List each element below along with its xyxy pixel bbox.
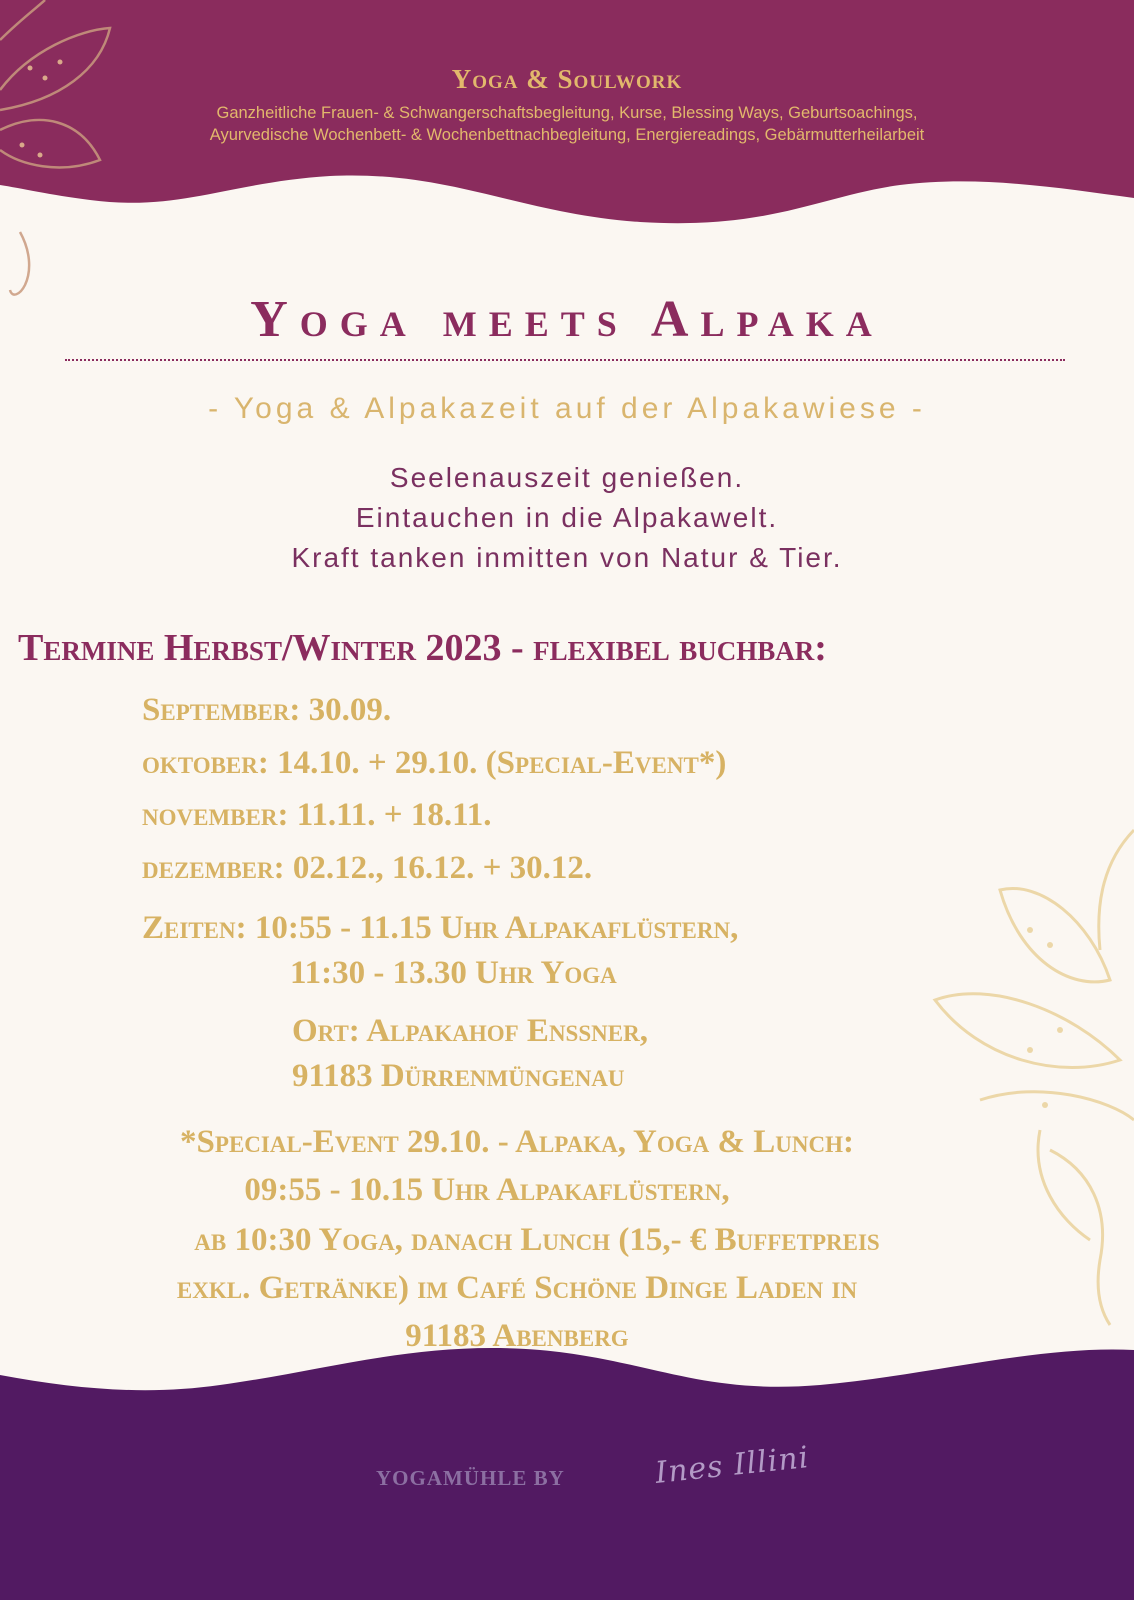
services-line-1: Ganzheitliche Frauen- & Schwangerschaftsbegleitung, Kurse, Blessing Ways, Geburtsoachings, <box>216 104 918 122</box>
times-line-2: 11:30 - 13.30 Uhr Yoga <box>290 955 617 991</box>
date-september: September: 30.09. <box>142 692 392 728</box>
slogan-line-2: Eintauchen in die Alpakawelt. <box>355 502 779 533</box>
special-event-line-1: *Special-Event 29.10. - Alpaka, Yoga & Lunch: <box>180 1124 854 1160</box>
date-dezember: dezember: 02.12., 16.12. + 30.12. <box>142 850 593 886</box>
slogan-line-3: Kraft tanken inmitten von Natur & Tier. <box>291 542 843 573</box>
footer-brand: YOGAMÜHLE BY <box>376 1466 565 1490</box>
event-title: Yoga meets Alpaka <box>250 291 884 348</box>
place-line-1: Ort: Alpakahof Enssner, <box>292 1013 648 1049</box>
date-oktober: oktober: 14.10. + 29.10. (Special-Event*) <box>142 745 727 781</box>
lotus-dots-right <box>1027 927 1063 1108</box>
footer-band <box>0 1348 1134 1600</box>
place-line-2: 91183 Dürrenmüngenau <box>292 1058 625 1094</box>
brand-title: Yoga & Soulwork <box>451 64 683 94</box>
schedule-heading: Termine Herbst/Winter 2023 - flexibel buchbar: <box>18 627 827 669</box>
title-divider <box>65 359 1065 361</box>
times-line-1: Zeiten: 10:55 - 11.15 Uhr Alpakaflüstern, <box>142 910 739 946</box>
date-november: november: 11.11. + 18.11. <box>142 797 492 833</box>
special-event-line-5: 91183 Abenberg <box>405 1318 629 1354</box>
services-line-2: Ayurvedische Wochenbett- & Wochenbettnachbegleitung, Energiereadings, Gebärmutterheilarbeit <box>209 126 925 144</box>
event-subtitle: - Yoga & Alpakazeit auf der Alpakawiese - <box>208 392 926 425</box>
special-event-line-2: 09:55 - 10.15 Uhr Alpakaflüstern, <box>244 1172 730 1208</box>
special-event-line-4: exkl. Getränke) im Café Schöne Dinge Laden in <box>176 1270 858 1306</box>
slogan-line-1: Seelenauszeit genießen. <box>389 462 745 493</box>
special-event-line-3: ab 10:30 Yoga, danach Lunch (15,- € Buffetpreis <box>194 1222 880 1258</box>
signature: Ines Illini <box>653 1440 811 1491</box>
